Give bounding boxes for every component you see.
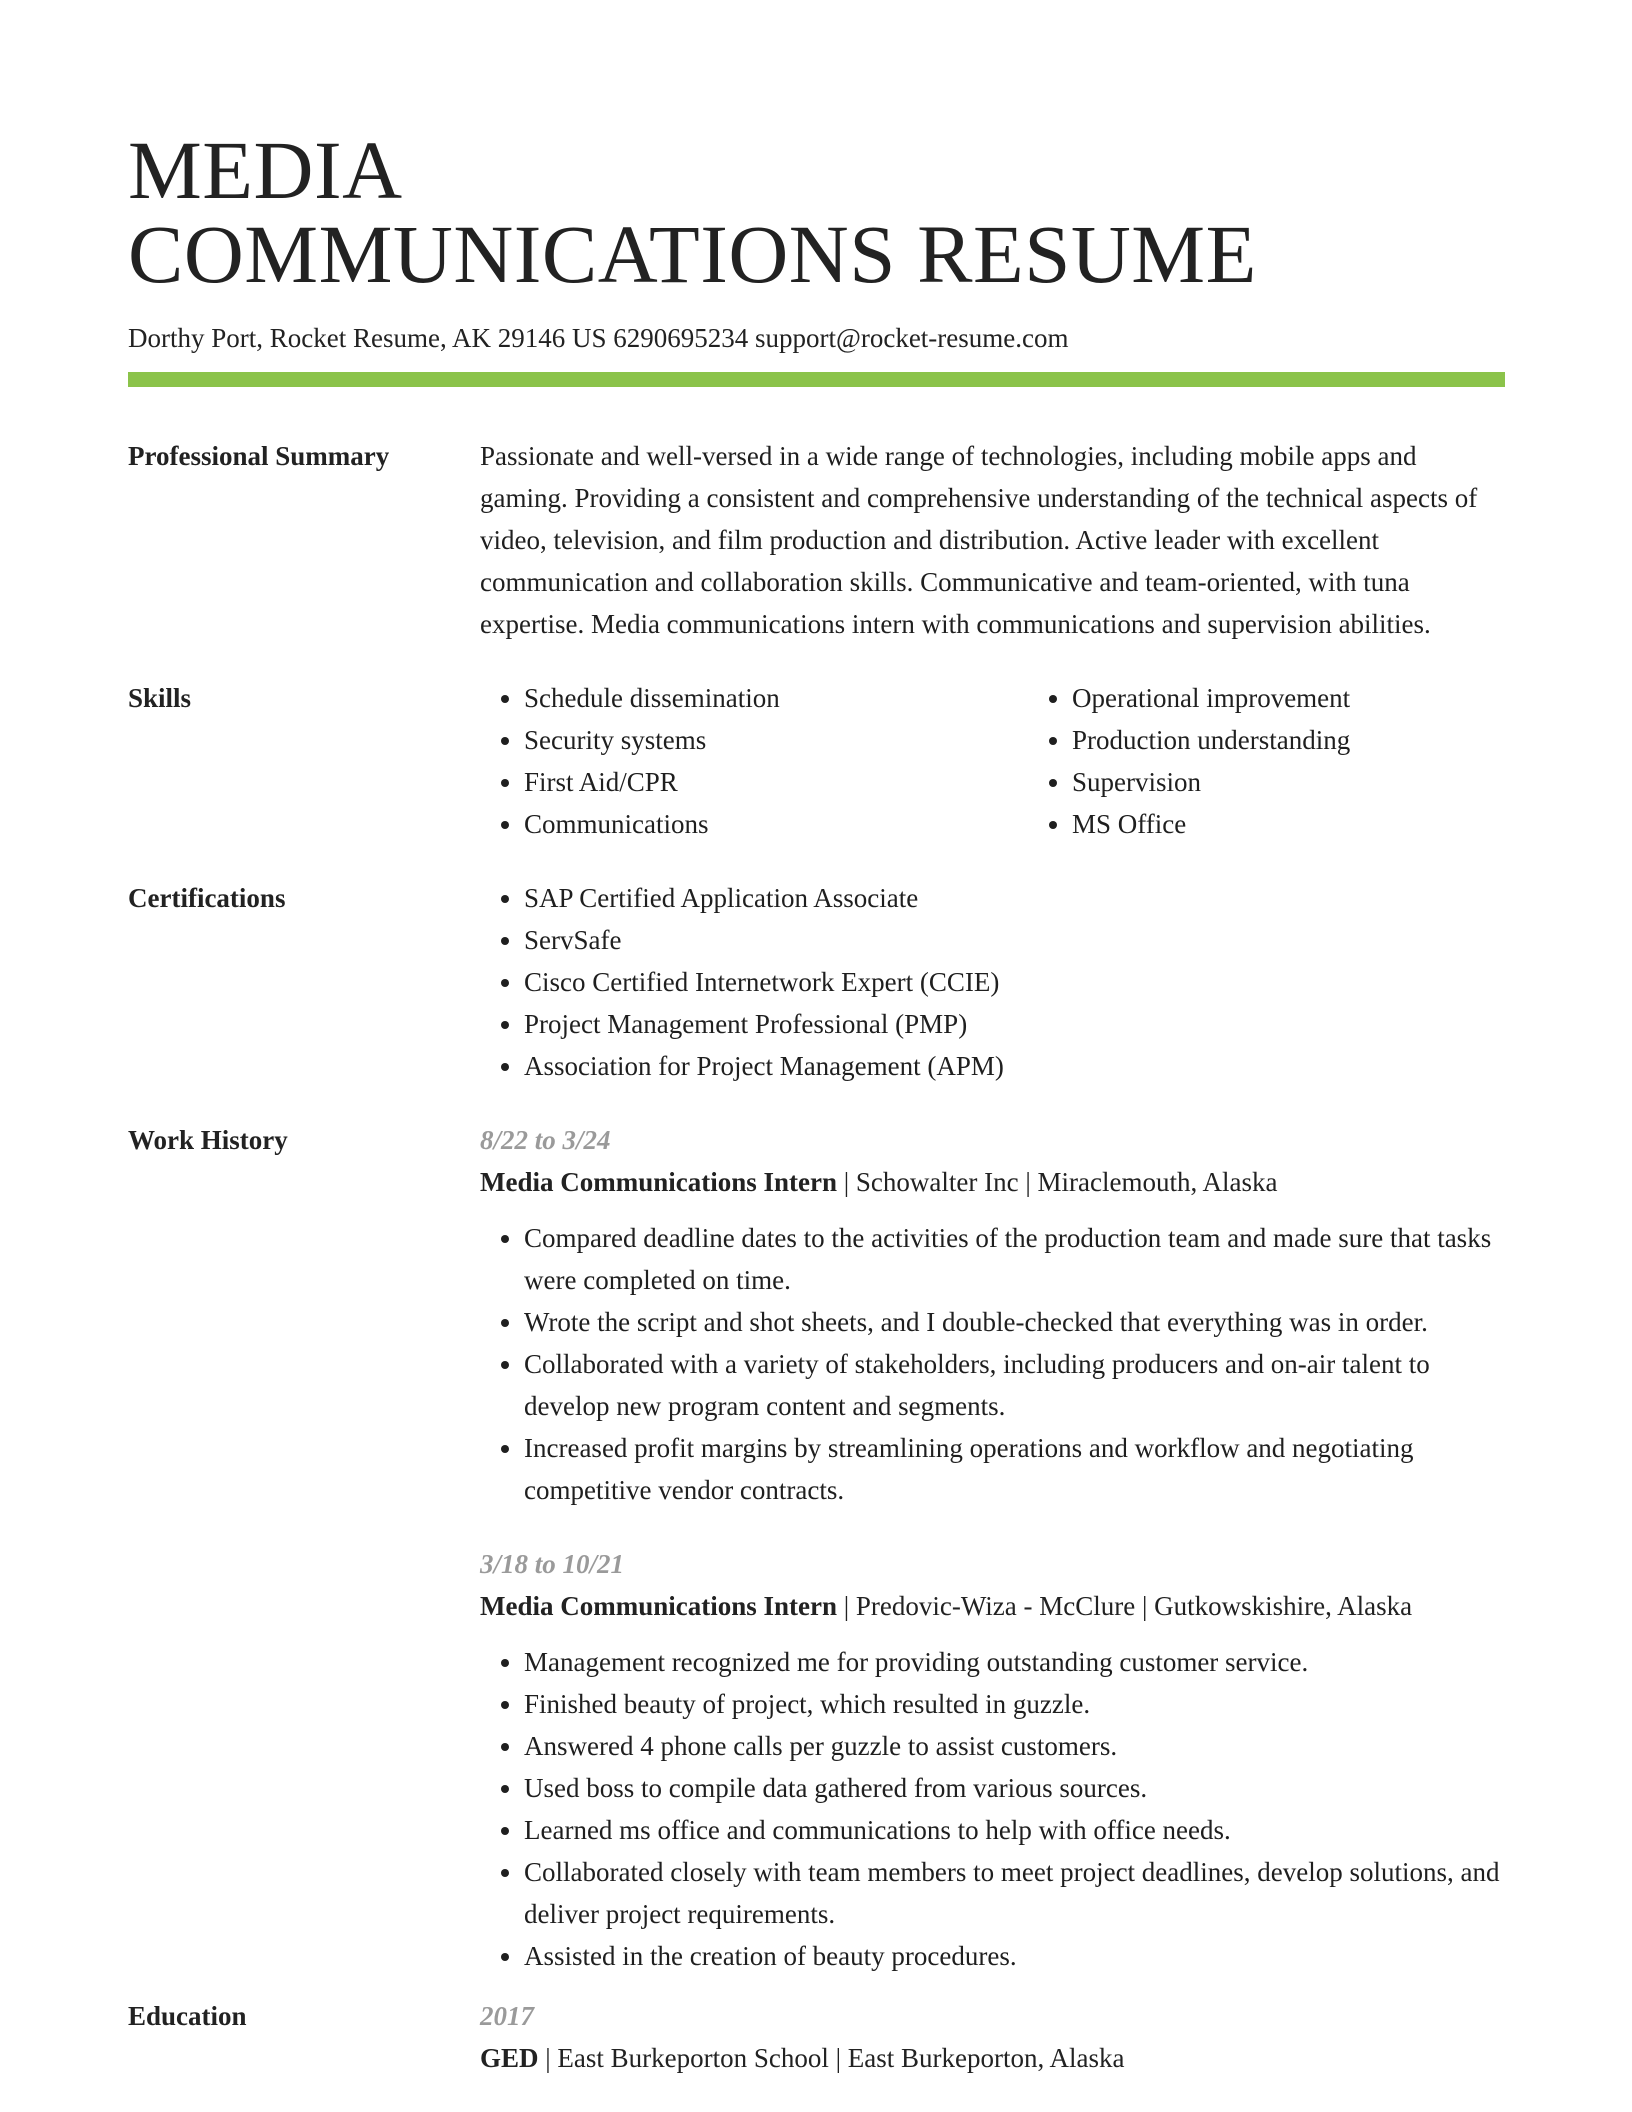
title-line-2: COMMUNICATIONS RESUME — [128, 208, 1257, 300]
accent-divider — [128, 372, 1505, 387]
job-details: | Predovic-Wiza - McClure | Gutkowskishire, Alaska — [837, 1591, 1413, 1621]
certifications-section — [128, 877, 1505, 1087]
list-item: • Production understanding — [1072, 719, 1576, 761]
title-line-1: MEDIA — [128, 124, 403, 216]
work-history-label: Work History — [128, 1125, 288, 1155]
list-item: • ServSafe — [524, 919, 1505, 961]
job-title: Media Communications Intern — [480, 1591, 837, 1621]
list-item: • Cisco Certified Internetwork Expert (CCIE) — [524, 961, 1505, 1003]
education-label: Education — [128, 2001, 247, 2031]
resume-title — [128, 124, 1505, 300]
list-item: • Compared deadline dates to the activities of the production team and made sure that tasks were completed on time. — [524, 1217, 1505, 1301]
list-item: • Project Management Professional (PMP) — [524, 1003, 1505, 1045]
list-item: • Used boss to compile data gathered from various sources. — [524, 1767, 1505, 1809]
list-item: • First Aid/CPR — [524, 761, 1028, 803]
list-item: • Operational improvement — [1072, 677, 1576, 719]
list-item: • SAP Certified Application Associate — [524, 877, 1505, 919]
job-details: | Schowalter Inc | Miraclemouth, Alaska — [837, 1167, 1278, 1197]
resume-page — [128, 124, 1505, 2079]
education-details: | East Burkeporton School | East Burkeporton, Alaska — [538, 2043, 1125, 2073]
list-item: • Security systems — [524, 719, 1028, 761]
list-item: • Finished beauty of project, which resulted in guzzle. — [524, 1683, 1505, 1725]
list-item: • Supervision — [1072, 761, 1576, 803]
list-item: • Schedule dissemination — [524, 677, 1028, 719]
job-heading — [480, 1585, 1505, 1627]
skills-column-2 — [1028, 677, 1576, 845]
education-heading — [480, 2037, 1505, 2079]
list-item: • Collaborated with a variety of stakeholders, including producers and on-air talent to develop new program content and segments. — [524, 1343, 1505, 1427]
summary-text: Passionate and well-versed in a wide range of technologies, including mobile apps and gaming. Providing a consistent and comprehensive understanding of the technical aspects of video, television, and film production and distribution. Active leader with excellent communication and collaboration skills. Communicative and team-oriented, with tuna expertise. Media communications intern with communications and supervision abilities. — [480, 441, 1478, 639]
list-item: • Increased profit margins by streamlining operations and workflow and negotiating competitive vendor contracts. — [524, 1427, 1505, 1511]
job-entry — [480, 1543, 1505, 1977]
education-degree: GED — [480, 2043, 539, 2073]
list-item: • Wrote the script and shot sheets, and I double-checked that everything was in order. — [524, 1301, 1505, 1343]
job-entry — [480, 1119, 1505, 1511]
summary-label: Professional Summary — [128, 441, 390, 471]
job-bullets — [480, 1641, 1505, 1977]
job-heading — [480, 1161, 1505, 1203]
summary-section — [128, 435, 1505, 645]
skills-label: Skills — [128, 683, 192, 713]
list-item: • Collaborated closely with team members to meet project deadlines, develop solutions, and deliver project requirements. — [524, 1851, 1505, 1935]
list-item: • Learned ms office and communications to help with office needs. — [524, 1809, 1505, 1851]
list-item: • Answered 4 phone calls per guzzle to assist customers. — [524, 1725, 1505, 1767]
list-item: • Assisted in the creation of beauty procedures. — [524, 1935, 1505, 1977]
list-item: • Communications — [524, 803, 1028, 845]
education-dates: 2017 — [480, 2001, 534, 2031]
work-history-section — [128, 1119, 1505, 1977]
contact-info: Dorthy Port, Rocket Resume, AK 29146 US 6290695234 support@rocket-resume.com — [128, 323, 1069, 353]
skills-list — [480, 677, 1576, 845]
certifications-label: Certifications — [128, 883, 286, 913]
job-bullets — [480, 1217, 1505, 1511]
list-item: • MS Office — [1072, 803, 1576, 845]
certifications-list — [480, 877, 1505, 1087]
skills-section — [128, 677, 1505, 845]
skills-column-1 — [480, 677, 1028, 845]
list-item: • Association for Project Management (APM) — [524, 1045, 1505, 1087]
education-section — [128, 1995, 1505, 2079]
job-dates: 3/18 to 10/21 — [480, 1549, 625, 1579]
job-dates: 8/22 to 3/24 — [480, 1125, 611, 1155]
list-item: • Management recognized me for providing outstanding customer service. — [524, 1641, 1505, 1683]
job-title: Media Communications Intern — [480, 1167, 837, 1197]
